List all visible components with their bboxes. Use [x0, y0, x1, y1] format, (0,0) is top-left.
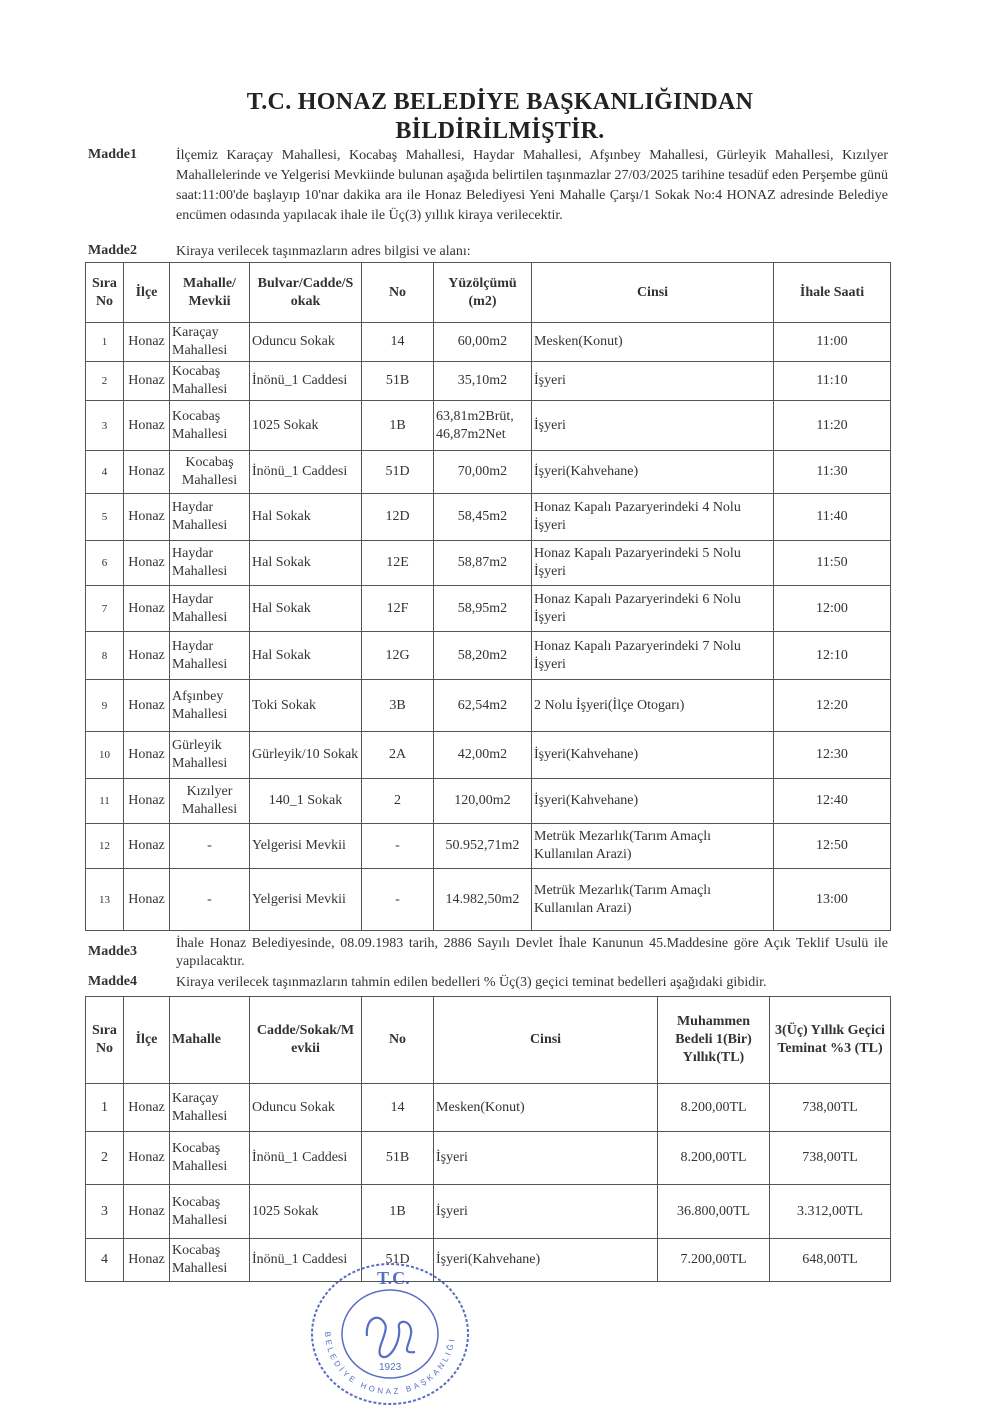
- cell: Honaz: [124, 680, 170, 732]
- cell: 1025 Sokak: [250, 1185, 362, 1239]
- stamp-ring-text: BELEDİYE HONAZ BAŞKANLIĞI: [322, 1331, 457, 1397]
- table-row: [86, 779, 891, 824]
- cell: 12: [86, 824, 124, 869]
- cell: İşyeri: [434, 1132, 658, 1185]
- cell: Kocabaş Mahallesi: [170, 1185, 250, 1239]
- col-header: Yüzölçümü (m2): [434, 263, 532, 323]
- cell: 12G: [362, 632, 434, 680]
- cell: Honaz: [124, 1132, 170, 1185]
- cell: 51B: [362, 1132, 434, 1185]
- cell: Honaz: [124, 1084, 170, 1132]
- madde1-text: İlçemiz Karaçay Mahallesi, Kocabaş Mahallesi, Haydar Mahallesi, Afşınbey Mahallesi, Gürleyik Mahallesi, Kızılyer Mahallelerinde ve Yelgerisi Mevkiinde bulunan aşağıda belirtilen taşınmazlar 27/03/2025 tarihine tesadüf eden Perşembe günü saat:11:00'de başlayıp 10'nar dakika ara ile Honaz Belediyesi Yeni Mahalle Çarşı/1 Sokak No:4 HONAZ adresinde Belediye encümen odasında yapılacak ihale ile Üç(3) yıllık kiraya verilecektir.: [176, 148, 888, 223]
- col-header: 3(Üç) Yıllık Geçici Teminat %3 (TL): [770, 997, 891, 1084]
- cell: 12:20: [774, 680, 891, 732]
- cell: Gürleyik Mahallesi: [170, 732, 250, 779]
- cell: 8.200,00TL: [658, 1084, 770, 1132]
- cell: Hal Sokak: [250, 586, 362, 632]
- cell: Metrük Mezarlık(Tarım Amaçlı Kullanılan Arazi): [532, 824, 774, 869]
- col-header: Sıra No: [86, 263, 124, 323]
- table-row: [86, 869, 891, 931]
- cell: 12E: [362, 541, 434, 586]
- table-header-row: [86, 997, 891, 1084]
- cell: 12:00: [774, 586, 891, 632]
- cell: 3B: [362, 680, 434, 732]
- cell: Kocabaş Mahallesi: [170, 1239, 250, 1282]
- cell: Karaçay Mahallesi: [170, 1084, 250, 1132]
- cell: İnönü_1 Caddesi: [250, 451, 362, 494]
- cell: 7: [86, 586, 124, 632]
- madde1-label: Madde1: [88, 147, 137, 162]
- cell: 13: [86, 869, 124, 931]
- cell: İnönü_1 Caddesi: [250, 1132, 362, 1185]
- cell: İşyeri: [434, 1185, 658, 1239]
- cell: 3: [86, 1185, 124, 1239]
- cell: 11:00: [774, 323, 891, 362]
- table-row: [86, 586, 891, 632]
- cell: Honaz: [124, 401, 170, 451]
- cell: 62,54m2: [434, 680, 532, 732]
- cell: İşyeri(Kahvehane): [532, 451, 774, 494]
- cell: 7.200,00TL: [658, 1239, 770, 1282]
- table-row: [86, 401, 891, 451]
- col-header: Mahalle/ Mevkii: [170, 263, 250, 323]
- cell: 5: [86, 494, 124, 541]
- cell: 60,00m2: [434, 323, 532, 362]
- cell: Kocabaş Mahallesi: [170, 1132, 250, 1185]
- property-table: [85, 262, 891, 931]
- col-header: Muhammen Bedeli 1(Bir) Yıllık(TL): [658, 997, 770, 1084]
- cell: Kocabaş Mahallesi: [170, 451, 250, 494]
- cell: 12:30: [774, 732, 891, 779]
- cell: Toki Sokak: [250, 680, 362, 732]
- cell: Hal Sokak: [250, 494, 362, 541]
- cell: Honaz: [124, 1185, 170, 1239]
- cell: 648,00TL: [770, 1239, 891, 1282]
- madde3-label: Madde3: [88, 944, 137, 959]
- cell: Honaz: [124, 779, 170, 824]
- cell: İşyeri(Kahvehane): [532, 779, 774, 824]
- table-row: [86, 323, 891, 362]
- cell: 35,10m2: [434, 362, 532, 401]
- table-row: [86, 451, 891, 494]
- cell: 51B: [362, 362, 434, 401]
- cell: Gürleyik/10 Sokak: [250, 732, 362, 779]
- cell: 2: [86, 362, 124, 401]
- table-row: [86, 632, 891, 680]
- cell: 11:40: [774, 494, 891, 541]
- cell: Haydar Mahallesi: [170, 586, 250, 632]
- cell: -: [362, 869, 434, 931]
- madde4-text: Kiraya verilecek taşınmazların tahmin edilen bedelleri % Üç(3) geçici teminat bedelleri aşağıdaki gibidir.: [176, 975, 767, 990]
- cell: 1B: [362, 401, 434, 451]
- table-row: [86, 1239, 891, 1282]
- cell: Hal Sokak: [250, 632, 362, 680]
- cell: Honaz Kapalı Pazaryerindeki 4 Nolu İşyeri: [532, 494, 774, 541]
- madde2-label: Madde2: [88, 243, 137, 258]
- col-header: Cinsi: [434, 997, 658, 1084]
- cell: 2: [362, 779, 434, 824]
- cell: 3: [86, 401, 124, 451]
- cell: 8: [86, 632, 124, 680]
- cell: 11:10: [774, 362, 891, 401]
- cell: 2A: [362, 732, 434, 779]
- table-header-row: [86, 263, 891, 323]
- cell: 2: [86, 1132, 124, 1185]
- cell: Mesken(Konut): [434, 1084, 658, 1132]
- cell: 58,87m2: [434, 541, 532, 586]
- col-header: Cinsi: [532, 263, 774, 323]
- cell: Honaz: [124, 632, 170, 680]
- cell: 9: [86, 680, 124, 732]
- col-header: No: [362, 997, 434, 1084]
- cell: 12D: [362, 494, 434, 541]
- cell: Honaz Kapalı Pazaryerindeki 6 Nolu İşyeri: [532, 586, 774, 632]
- cell: İşyeri: [532, 362, 774, 401]
- cell: 14: [362, 1084, 434, 1132]
- stamp-year: 1923: [379, 1362, 402, 1373]
- col-header: İhale Saati: [774, 263, 891, 323]
- cell: 10: [86, 732, 124, 779]
- col-header: No: [362, 263, 434, 323]
- madde3-text: İhale Honaz Belediyesinde, 08.09.1983 tarih, 2886 Sayılı Devlet İhale Kanunun 45.Maddesine göre Açık Teklif Usulü ile yapılacaktır.: [176, 936, 888, 969]
- cell: 3.312,00TL: [770, 1185, 891, 1239]
- cell: Metrük Mezarlık(Tarım Amaçlı Kullanılan Arazi): [532, 869, 774, 931]
- cell: 50.952,71m2: [434, 824, 532, 869]
- cell: 58,45m2: [434, 494, 532, 541]
- cell: 140_1 Sokak: [250, 779, 362, 824]
- cell: Hal Sokak: [250, 541, 362, 586]
- cell: 51D: [362, 1239, 434, 1282]
- cell: İnönü_1 Caddesi: [250, 362, 362, 401]
- table-row: [86, 824, 891, 869]
- guarantee-table: [85, 996, 891, 1282]
- cell: 12:40: [774, 779, 891, 824]
- table-row: [86, 680, 891, 732]
- cell: Kızılyer Mahallesi: [170, 779, 250, 824]
- cell: 70,00m2: [434, 451, 532, 494]
- cell: Kocabaş Mahallesi: [170, 362, 250, 401]
- table-row: [86, 1185, 891, 1239]
- cell: Honaz: [124, 1239, 170, 1282]
- table-row: [86, 1084, 891, 1132]
- cell: Honaz: [124, 586, 170, 632]
- cell: 1025 Sokak: [250, 401, 362, 451]
- cell: Honaz: [124, 824, 170, 869]
- col-header: İlçe: [124, 997, 170, 1084]
- cell: İşyeri: [532, 401, 774, 451]
- cell: Karaçay Mahallesi: [170, 323, 250, 362]
- table-row: [86, 362, 891, 401]
- cell: 13:00: [774, 869, 891, 931]
- cell: 120,00m2: [434, 779, 532, 824]
- cell: 4: [86, 1239, 124, 1282]
- col-header: Sıra No: [86, 997, 124, 1084]
- table-row: [86, 541, 891, 586]
- cell: -: [170, 869, 250, 931]
- cell: Oduncu Sokak: [250, 323, 362, 362]
- cell: 738,00TL: [770, 1132, 891, 1185]
- cell: 11:20: [774, 401, 891, 451]
- cell: İşyeri(Kahvehane): [532, 732, 774, 779]
- cell: Honaz: [124, 869, 170, 931]
- cell: Yelgerisi Mevkii: [250, 824, 362, 869]
- madde4-label: Madde4: [88, 974, 137, 989]
- col-header: Mahalle: [170, 997, 250, 1084]
- cell: 11:30: [774, 451, 891, 494]
- col-header: İlçe: [124, 263, 170, 323]
- cell: Honaz: [124, 323, 170, 362]
- cell: 12F: [362, 586, 434, 632]
- cell: 63,81m2Brüt, 46,87m2Net: [434, 401, 532, 451]
- cell: Honaz: [124, 494, 170, 541]
- cell: 1: [86, 323, 124, 362]
- col-header: Bulvar/Cadde/S okak: [250, 263, 362, 323]
- cell: 12:50: [774, 824, 891, 869]
- cell: -: [362, 824, 434, 869]
- cell: 11:50: [774, 541, 891, 586]
- table-row: [86, 1132, 891, 1185]
- cell: Afşınbey Mahallesi: [170, 680, 250, 732]
- col-header: Cadde/Sokak/M evkii: [250, 997, 362, 1084]
- cell: Honaz: [124, 451, 170, 494]
- stamp-tc-text: T.C.: [377, 1268, 410, 1288]
- title-line-1: T.C. HONAZ BELEDİYE BAŞKANLIĞINDAN: [246, 89, 754, 115]
- cell: Mesken(Konut): [532, 323, 774, 362]
- cell: 2 Nolu İşyeri(İlçe Otogarı): [532, 680, 774, 732]
- cell: İşyeri(Kahvehane): [434, 1239, 658, 1282]
- cell: İnönü_1 Caddesi: [250, 1239, 362, 1282]
- title-line-2: BİLDİRİLMİŞTİR.: [395, 118, 605, 144]
- cell: 8.200,00TL: [658, 1132, 770, 1185]
- cell: 36.800,00TL: [658, 1185, 770, 1239]
- madde2-text: Kiraya verilecek taşınmazların adres bilgisi ve alanı:: [176, 244, 471, 259]
- cell: Yelgerisi Mevkii: [250, 869, 362, 931]
- cell: 14: [362, 323, 434, 362]
- cell: Honaz: [124, 732, 170, 779]
- cell: Honaz Kapalı Pazaryerindeki 5 Nolu İşyeri: [532, 541, 774, 586]
- cell: Honaz: [124, 362, 170, 401]
- table-row: [86, 732, 891, 779]
- cell: Haydar Mahallesi: [170, 494, 250, 541]
- cell: Haydar Mahallesi: [170, 632, 250, 680]
- cell: -: [170, 824, 250, 869]
- cell: Oduncu Sokak: [250, 1084, 362, 1132]
- cell: 1: [86, 1084, 124, 1132]
- cell: 51D: [362, 451, 434, 494]
- cell: 58,20m2: [434, 632, 532, 680]
- official-seal-stamp: [305, 1262, 475, 1412]
- cell: 11: [86, 779, 124, 824]
- cell: Honaz Kapalı Pazaryerindeki 7 Nolu İşyeri: [532, 632, 774, 680]
- cell: 12:10: [774, 632, 891, 680]
- cell: 4: [86, 451, 124, 494]
- cell: 58,95m2: [434, 586, 532, 632]
- cell: 42,00m2: [434, 732, 532, 779]
- table-row: [86, 494, 891, 541]
- cell: 14.982,50m2: [434, 869, 532, 931]
- cell: 738,00TL: [770, 1084, 891, 1132]
- cell: Honaz: [124, 541, 170, 586]
- cell: 6: [86, 541, 124, 586]
- cell: 1B: [362, 1185, 434, 1239]
- cell: Kocabaş Mahallesi: [170, 401, 250, 451]
- cell: Haydar Mahallesi: [170, 541, 250, 586]
